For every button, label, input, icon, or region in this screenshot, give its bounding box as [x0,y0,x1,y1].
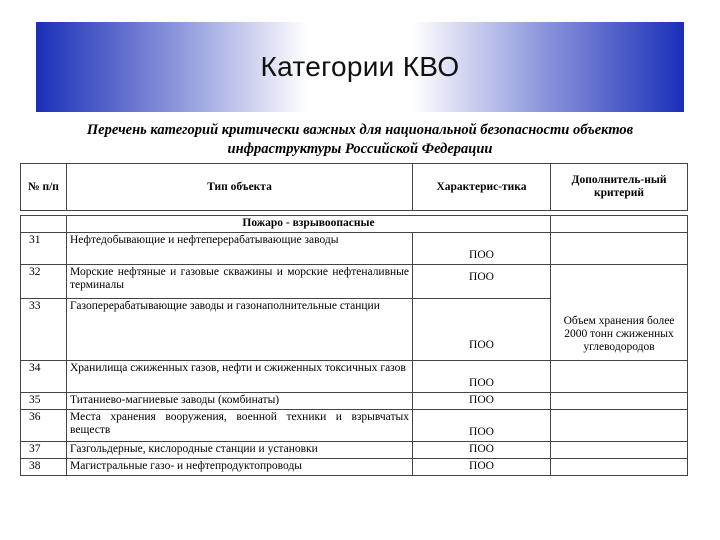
section-add [551,216,688,233]
row-type: Морские нефтяные и газовые скважины и морские нефтеналивные терминалы [67,265,413,299]
table-row [21,442,688,459]
row-char: ПОО [413,442,551,459]
row-char: ПОО [413,299,551,361]
row-num: 36 [21,410,67,442]
row-type: Нефтедобывающие и нефтеперерабатывающие заводы [67,233,413,265]
header-num: № п/п [21,164,67,211]
section-num [21,216,67,233]
row-num: 32 [21,265,67,299]
row-num: 33 [21,299,67,361]
row-num: 38 [21,459,67,476]
section-title: Пожаро - взрывоопасные [67,216,551,233]
table-row [21,410,688,442]
row-type: Хранилища сжиженных газов, нефти и сжиженных токсичных газов [67,361,413,393]
caption-line-2: инфраструктуры Российской Федерации [227,141,493,157]
page-title: Категории КВО [260,51,460,82]
table-row [21,233,688,265]
row-char: ПОО [413,265,551,299]
row-char: ПОО [413,361,551,393]
table-row [21,459,688,476]
row-num: 35 [21,393,67,410]
row-type: Места хранения вооружения, военной техники и взрывчатых веществ [67,410,413,442]
header-add: Дополнитель-ный критерий [551,164,688,211]
row-add [551,442,688,459]
row-add [551,410,688,442]
section-row [21,216,688,233]
row-type: Газоперерабатывающие заводы и газонаполнительные станции [67,299,413,361]
row-add [551,393,688,410]
row-char: ПОО [413,393,551,410]
header-char: Характерис-тика [413,164,551,211]
row-add [551,233,688,265]
categories-table [20,163,688,476]
row-type: Титаниево-магниевые заводы (комбинаты) [67,393,413,410]
row-add [551,361,688,393]
row-num: 37 [21,442,67,459]
table-row [21,361,688,393]
table-row [21,265,688,299]
row-type: Газгольдерные, кислородные станции и установки [67,442,413,459]
row-type: Магистральные газо- и нефтепродуктопроводы [67,459,413,476]
row-num: 31 [21,233,67,265]
row-add: Объем хранения более 2000 тонн сжиженных углеводородов [551,265,688,361]
row-char: ПОО [413,410,551,442]
row-add [551,459,688,476]
header-type: Тип объекта [67,164,413,211]
title-banner [36,22,684,112]
row-char: ПОО [413,459,551,476]
table-header-row [21,164,688,211]
row-num: 34 [21,361,67,393]
table-row [21,393,688,410]
caption-line-1: Перечень категорий критически важных для национальной безопасности объектов [86,122,634,138]
row-char: ПОО [413,233,551,265]
table-caption [20,121,700,159]
